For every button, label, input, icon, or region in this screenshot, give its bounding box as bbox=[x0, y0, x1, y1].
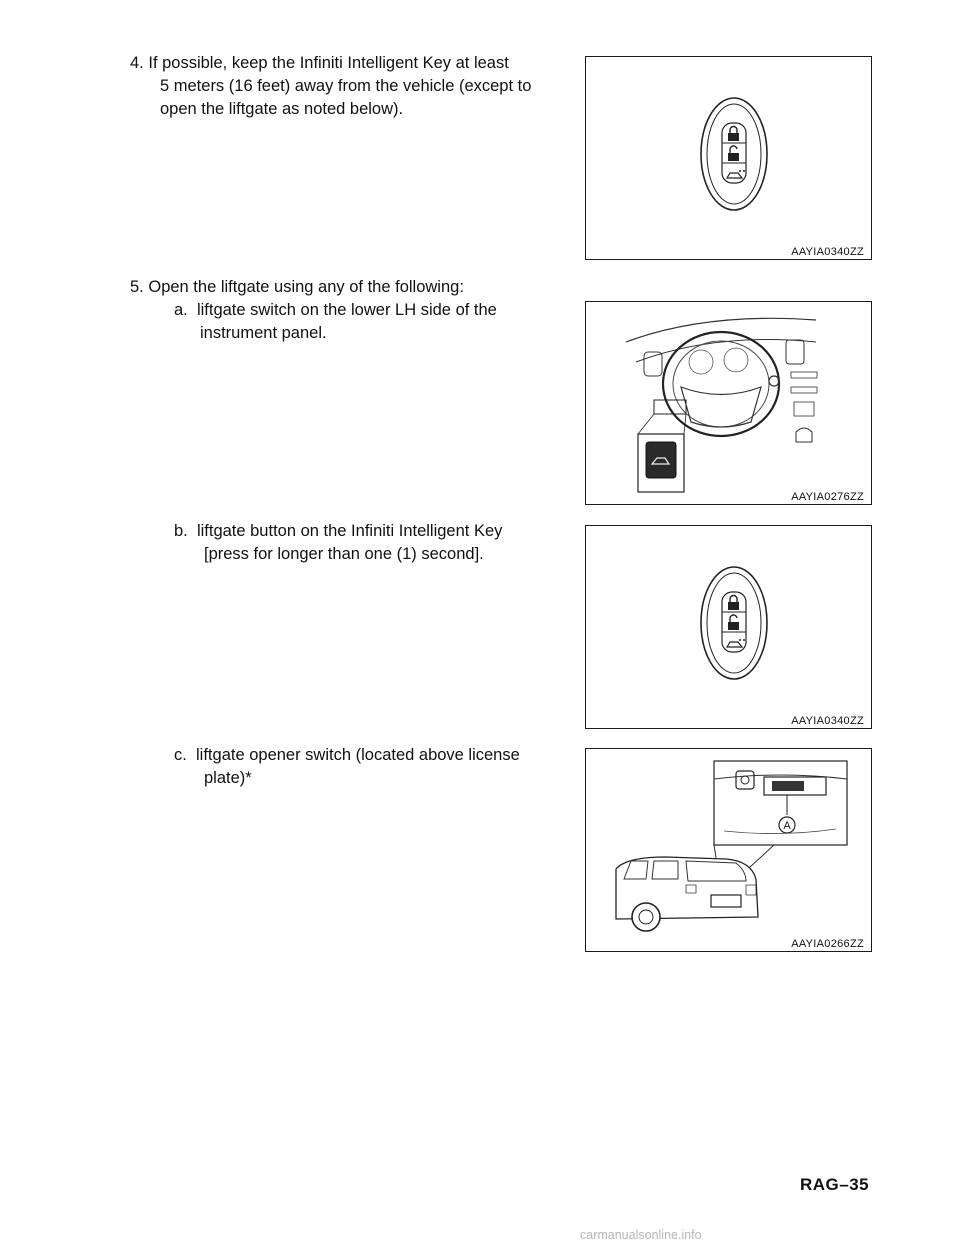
substep-a bbox=[130, 299, 560, 322]
step-4 bbox=[130, 52, 550, 121]
figure-code: AAYIA0340ZZ bbox=[791, 246, 864, 258]
figure-intelligent-key-1 bbox=[585, 56, 872, 260]
figure-vehicle-rear bbox=[585, 748, 872, 952]
instrument-panel-illustration bbox=[586, 302, 873, 506]
figure-intelligent-key-2 bbox=[585, 525, 872, 729]
substep-text-line: liftgate switch on the lower LH side of the bbox=[196, 301, 497, 319]
intelligent-key-illustration bbox=[586, 57, 873, 261]
substep-letter: c. bbox=[174, 746, 187, 764]
callout-label: A bbox=[783, 820, 791, 832]
figure-code: AAYIA0276ZZ bbox=[791, 491, 864, 503]
substep-text-line: [press for longer than one (1) second]. bbox=[204, 545, 484, 563]
step-text-line: open the liftgate as noted below). bbox=[160, 100, 404, 118]
step-number: 5. bbox=[130, 278, 144, 296]
intelligent-key-illustration bbox=[586, 526, 873, 730]
step-text-line: If possible, keep the Infiniti Intelligent Key at least bbox=[148, 54, 509, 72]
substep-text-line: plate)* bbox=[204, 769, 252, 787]
substep-text-line: liftgate button on the Infiniti Intelligent Key bbox=[196, 522, 503, 540]
step-text-line: 5 meters (16 feet) away from the vehicle (except to bbox=[160, 77, 532, 95]
substep-text-line: liftgate opener switch (located above license bbox=[196, 746, 520, 764]
step-text-line: Open the liftgate using any of the following: bbox=[148, 278, 464, 296]
substep-c bbox=[174, 744, 574, 790]
watermark: carmanualsonline.info bbox=[580, 1228, 702, 1242]
figure-code: AAYIA0266ZZ bbox=[791, 938, 864, 950]
vehicle-rear-illustration bbox=[586, 749, 873, 953]
substep-b bbox=[174, 520, 574, 566]
figure-instrument-panel bbox=[585, 301, 872, 505]
page-number: RAG–35 bbox=[800, 1175, 870, 1194]
step-5 bbox=[130, 276, 560, 345]
substep-letter: b. bbox=[174, 522, 188, 540]
figure-code: AAYIA0340ZZ bbox=[791, 715, 864, 727]
step-number: 4. bbox=[130, 54, 144, 72]
substep-letter: a. bbox=[174, 301, 188, 319]
substep-text-line: instrument panel. bbox=[200, 324, 327, 342]
